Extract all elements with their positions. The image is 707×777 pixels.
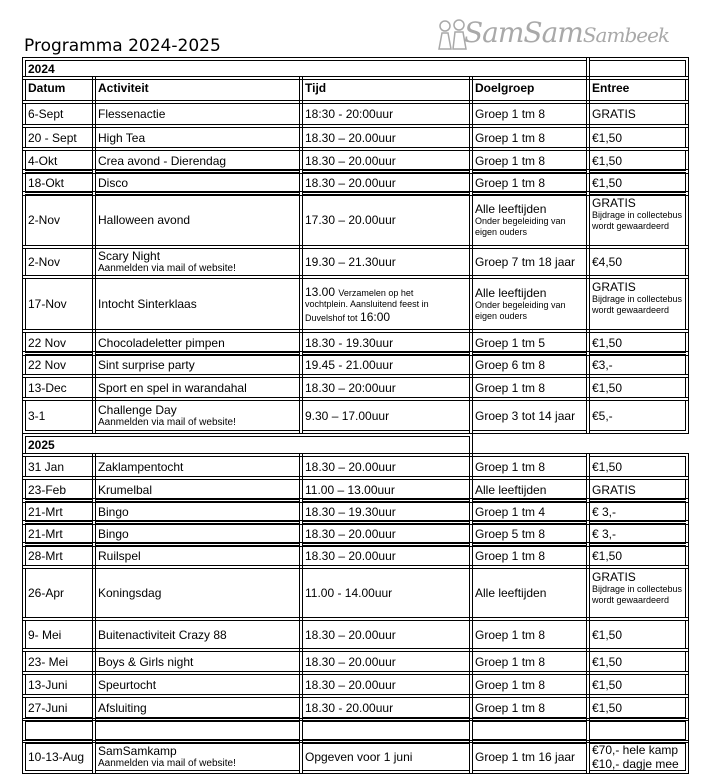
- cell-doelgroep: [472, 377, 587, 398]
- datum-text: 4-Okt: [28, 153, 58, 168]
- activiteit-text: Boys & Girls night: [98, 654, 194, 669]
- datum-text: 13-Juni: [28, 677, 68, 692]
- cell-activiteit: [95, 377, 300, 398]
- tijd-text: 18.30 – 20:00uur: [305, 380, 396, 395]
- cell-empty: [95, 721, 300, 740]
- activiteit-text: Ruilspel: [98, 548, 141, 563]
- cell-datum: [25, 278, 93, 330]
- activiteit-text: Zaklampentocht: [98, 459, 184, 474]
- entree-text: €1,50: [592, 627, 623, 642]
- cell-doelgroep: [472, 103, 587, 125]
- cell-empty: [472, 721, 587, 740]
- cell-activiteit: [95, 674, 300, 695]
- entree-text: €1,50: [592, 459, 623, 474]
- cell-doelgroep: [472, 743, 587, 771]
- activiteit-note: Aanmelden via mail of website!: [98, 758, 236, 769]
- cell-activiteit: [95, 194, 300, 246]
- tijd-text: 18:30 - 20:00uur: [305, 107, 394, 121]
- cell-activiteit: [95, 400, 300, 431]
- cell-doelgroep: [472, 248, 587, 276]
- activiteit-text: Chocoladeletter pimpen: [98, 335, 225, 350]
- cell-tijd: [302, 697, 470, 718]
- cell-datum: [25, 568, 93, 618]
- cell-doelgroep: [472, 674, 587, 695]
- header-entree: Entree: [589, 79, 686, 101]
- cell-entree: [589, 456, 686, 477]
- datum-text: 23-Feb: [28, 482, 67, 497]
- entree-text: €1,50: [592, 175, 623, 190]
- activiteit-text: Crea avond - Dierendag: [98, 153, 227, 168]
- tijd-text: 18.30 – 20.00uur: [305, 459, 396, 474]
- activiteit-text: SamSamkamp: [98, 744, 177, 758]
- datum-text: 28-Mrt: [28, 548, 63, 563]
- cell-empty: [589, 721, 686, 740]
- cell-entree: [589, 501, 686, 522]
- doelgroep-text: Groep 1 tm 8: [475, 677, 546, 692]
- datum-text: 31 Jan: [28, 459, 65, 474]
- cell-doelgroep: [472, 479, 587, 500]
- cell-tijd: [302, 651, 470, 672]
- doelgroep-text: Groep 1 tm 8: [475, 459, 546, 474]
- cell-doelgroep: [472, 332, 587, 353]
- cell-datum: [25, 697, 93, 718]
- cell-datum: [25, 103, 93, 125]
- entree-note: Bijdrage in collectebus wordt gewaardeerd: [592, 210, 683, 231]
- entree-note: Bijdrage in collectebus wordt gewaardeerd: [592, 294, 683, 315]
- tijd-text: 17.30 – 20.00uur: [305, 213, 396, 227]
- tijd-text: 18.30 – 20.00uur: [305, 677, 396, 692]
- entree-text: €70,- hele kamp: [592, 743, 679, 757]
- entree-text: GRATIS: [592, 107, 636, 121]
- entree-text: GRATIS: [592, 570, 636, 584]
- cell-activiteit: [95, 620, 300, 649]
- doelgroep-text: Groep 1 tm 16 jaar: [475, 750, 576, 764]
- datum-text: 20 - Sept: [28, 130, 77, 145]
- cell-tijd: [302, 354, 470, 375]
- cell-activiteit: [95, 545, 300, 566]
- cell-tijd: [302, 194, 470, 246]
- cell-empty: [25, 721, 93, 740]
- tijd-text: 18.30 – 20.00uur: [305, 654, 396, 669]
- activiteit-text: Afsluiting: [98, 700, 147, 715]
- doelgroep-text: Alle leeftijden: [475, 482, 547, 497]
- datum-text: 17-Nov: [28, 297, 67, 311]
- doelgroep-text: Groep 1 tm 8: [475, 700, 546, 715]
- tijd-text: 18.30 – 20.00uur: [305, 153, 396, 168]
- cell-tijd: [302, 456, 470, 477]
- cell-tijd: [302, 103, 470, 125]
- tijd-note: vochtplein. Aansluitend feest in: [305, 298, 429, 309]
- cell-entree: [589, 523, 686, 544]
- cell-tijd: [302, 620, 470, 649]
- activiteit-text: Sport en spel in warandahal: [98, 380, 247, 395]
- activiteit-text: Buitenactiviteit Crazy 88: [98, 627, 227, 642]
- samsam-logo: [436, 14, 670, 54]
- cell-datum: [25, 743, 93, 771]
- activiteit-text: Koningsdag: [98, 586, 162, 600]
- cell-tijd: [302, 127, 470, 148]
- entree-text: GRATIS: [592, 196, 636, 210]
- doelgroep-text: Alle leeftijden: [475, 586, 547, 600]
- entree-text: GRATIS: [592, 280, 636, 294]
- cell-datum: [25, 400, 93, 431]
- doelgroep-text: Groep 1 tm 8: [475, 130, 546, 145]
- activiteit-text: Krumelbal: [98, 482, 153, 497]
- doelgroep-text: Groep 1 tm 8: [475, 627, 546, 642]
- cell-entree: [589, 377, 686, 398]
- entree-text: €1,50: [592, 335, 623, 350]
- cell-entree: [589, 568, 686, 618]
- doelgroep-text: Groep 1 tm 8: [475, 153, 546, 168]
- cell-doelgroep: [472, 400, 587, 431]
- activiteit-text: Bingo: [98, 504, 129, 519]
- tijd-text: 19.30 – 21.30uur: [305, 255, 396, 269]
- cell-datum: [25, 194, 93, 246]
- cell-activiteit: [95, 103, 300, 125]
- cell-doelgroep: [472, 456, 587, 477]
- cell-tijd: [302, 172, 470, 193]
- tijd-text: 18.30 – 20.00uur: [305, 130, 396, 145]
- cell-entree: [589, 332, 686, 353]
- tijd-text: 11.00 - 14.00uur: [305, 586, 393, 600]
- activiteit-text: Flessenactie: [98, 107, 166, 121]
- tijd-text: 13.00: [305, 284, 339, 299]
- cell-entree: [589, 278, 686, 330]
- cell-datum: [25, 674, 93, 695]
- header-doelgroep: Doelgroep: [472, 79, 587, 101]
- activiteit-text: Bingo: [98, 526, 129, 541]
- tijd-text: 18.30 – 20.00uur: [305, 548, 396, 563]
- tijd-note: Verzamelen op het: [338, 287, 414, 298]
- doelgroep-text: Groep 3 tot 14 jaar: [475, 408, 576, 423]
- datum-text: 2-Nov: [28, 255, 61, 269]
- cell-tijd: [302, 674, 470, 695]
- cell-datum: [25, 248, 93, 276]
- page-title: Programma 2024-2025: [24, 36, 221, 56]
- doelgroep-note: Onder begeleiding van eigen ouders: [475, 216, 566, 237]
- cell-activiteit: [95, 523, 300, 544]
- cell-entree: [589, 479, 686, 500]
- tijd-text: Opgeven voor 1 juni: [305, 750, 413, 764]
- section-2025: 2025: [25, 436, 470, 454]
- tijd-text: 18.30 – 20.00uur: [305, 175, 396, 190]
- doelgroep-text: Groep 7 tm 18 jaar: [475, 255, 576, 269]
- tijd-text: 18.30 – 20.00uur: [305, 627, 396, 642]
- doelgroep-text: Groep 1 tm 8: [475, 548, 546, 563]
- activiteit-text: High Tea: [98, 130, 146, 145]
- cell-datum: [25, 150, 93, 171]
- cell-doelgroep: [472, 545, 587, 566]
- activiteit-text: Intocht Sinterklaas: [98, 297, 197, 311]
- tijd-text: 16:00: [360, 309, 391, 324]
- logo-text: SamSamSambeek: [464, 16, 670, 49]
- header-datum: Datum: [25, 79, 93, 101]
- doelgroep-text: Groep 1 tm 8: [475, 107, 546, 121]
- activiteit-text: Sint surprise party: [98, 357, 195, 372]
- cell-datum: [25, 172, 93, 193]
- cell-activiteit: [95, 127, 300, 148]
- entree-text: €1,50: [592, 380, 623, 395]
- doelgroep-text: Groep 1 tm 5: [475, 335, 546, 350]
- doelgroep-text: Alle leeftijden: [475, 286, 547, 300]
- datum-text: 3-1: [28, 408, 46, 423]
- cell-doelgroep: [472, 150, 587, 171]
- doelgroep-text: Groep 6 tm 8: [475, 357, 546, 372]
- cell-datum: [25, 127, 93, 148]
- datum-text: 23- Mei: [28, 654, 69, 669]
- datum-text: 10-13-Aug: [28, 750, 85, 764]
- datum-text: 21-Mrt: [28, 526, 63, 541]
- cell-tijd: [302, 743, 470, 771]
- cell-empty: [302, 721, 470, 740]
- entree-text: €10,- dagje mee: [592, 757, 679, 771]
- cell-activiteit: [95, 456, 300, 477]
- tijd-text: 18.30 – 19.30uur: [305, 504, 396, 519]
- datum-text: 22 Nov: [28, 335, 67, 350]
- cell-entree: [589, 400, 686, 431]
- entree-text: € 3,-: [592, 526, 617, 541]
- tijd-text: 9.30 – 17.00uur: [305, 408, 390, 423]
- doelgroep-text: Groep 1 tm 4: [475, 504, 546, 519]
- cell-activiteit: [95, 743, 300, 771]
- datum-text: 9- Mei: [28, 627, 62, 642]
- activiteit-text: Challenge Day: [98, 402, 177, 417]
- cell-activiteit: [95, 568, 300, 618]
- tijd-text: 18.30 - 20.00uur: [305, 700, 394, 715]
- tijd-line: [305, 285, 467, 299]
- cell-tijd: [302, 501, 470, 522]
- tijd-text: 19.45 - 21.00uur: [305, 357, 394, 372]
- tijd-note: Duvelshof tot: [305, 312, 361, 323]
- datum-text: 2-Nov: [28, 213, 61, 227]
- cell-activiteit: [95, 501, 300, 522]
- cell-datum: [25, 545, 93, 566]
- entree-note: Bijdrage in collectebus wordt gewaardeerd: [592, 584, 683, 605]
- cell-datum: [25, 651, 93, 672]
- cell-datum: [25, 354, 93, 375]
- entree-text: € 3,-: [592, 504, 617, 519]
- entree-text: €1,50: [592, 677, 623, 692]
- cell-doelgroep: [472, 620, 587, 649]
- doelgroep-text: Alle leeftijden: [475, 202, 547, 216]
- cell-entree: [589, 743, 686, 771]
- cell-datum: [25, 377, 93, 398]
- tijd-text: 18.30 - 19.30uur: [305, 335, 394, 350]
- cell-activiteit: [95, 697, 300, 718]
- cell-doelgroep: [472, 194, 587, 246]
- entree-text: €5,-: [592, 408, 613, 423]
- cell-entree: [589, 248, 686, 276]
- datum-text: 26-Apr: [28, 586, 65, 600]
- tijd-text: 18.30 – 20.00uur: [305, 526, 396, 541]
- cell-entree: [589, 194, 686, 246]
- entree-text: €4,50: [592, 255, 623, 269]
- cell-activiteit: [95, 332, 300, 353]
- cell-entree: [589, 697, 686, 718]
- cell-activiteit: [95, 651, 300, 672]
- datum-text: 22 Nov: [28, 357, 67, 372]
- entree-text: €3,-: [592, 357, 613, 372]
- tijd-text: 11.00 – 13.00uur: [305, 482, 395, 497]
- cell-entree: [589, 150, 686, 171]
- cell-entree: [589, 651, 686, 672]
- header-activiteit: Activiteit: [95, 79, 300, 101]
- cell-doelgroep: [472, 172, 587, 193]
- cell-entree: [589, 127, 686, 148]
- cell-entree: [589, 354, 686, 375]
- cell-tijd: [302, 278, 470, 330]
- cell-entree: [589, 545, 686, 566]
- cell-tijd: [302, 479, 470, 500]
- doelgroep-text: Groep 1 tm 8: [475, 380, 546, 395]
- cell-tijd: [302, 150, 470, 171]
- cell-tijd: [302, 568, 470, 618]
- cell-activiteit: [95, 248, 300, 276]
- cell-doelgroep: [472, 278, 587, 330]
- cell-activiteit: [95, 354, 300, 375]
- doelgroep-text: Groep 1 tm 8: [475, 654, 546, 669]
- cell-datum: [25, 456, 93, 477]
- doelgroep-note: Onder begeleiding van eigen ouders: [475, 300, 566, 321]
- cell-activiteit: [95, 479, 300, 500]
- cell-tijd: [302, 545, 470, 566]
- cell-datum: [25, 620, 93, 649]
- entree-text: €1,50: [592, 153, 623, 168]
- datum-text: 13-Dec: [28, 380, 67, 395]
- cell-activiteit: [95, 278, 300, 330]
- tijd-line: [305, 310, 467, 324]
- cell-entree: [589, 172, 686, 193]
- activiteit-text: Disco: [98, 175, 129, 190]
- cell-entree: [589, 620, 686, 649]
- entree-text: €1,50: [592, 548, 623, 563]
- cell-entree: [589, 103, 686, 125]
- header-tijd: Tijd: [302, 79, 470, 101]
- activiteit-note: Aanmelden via mail of website!: [98, 416, 236, 428]
- cell-doelgroep: [472, 127, 587, 148]
- cell-doelgroep: [472, 651, 587, 672]
- activiteit-note: Aanmelden via mail of website!: [98, 263, 236, 274]
- cell-doelgroep: [472, 523, 587, 544]
- cell-tijd: [302, 377, 470, 398]
- cell-tijd: [302, 332, 470, 353]
- entree-text: GRATIS: [592, 482, 636, 497]
- entree-text: €1,50: [592, 700, 623, 715]
- cell-tijd: [302, 248, 470, 276]
- entree-text: €1,50: [592, 654, 623, 669]
- datum-text: 27-Juni: [28, 700, 68, 715]
- doelgroep-text: Groep 5 tm 8: [475, 526, 546, 541]
- datum-text: 18-Okt: [28, 175, 65, 190]
- doelgroep-text: Groep 1 tm 8: [475, 175, 546, 190]
- datum-text: 21-Mrt: [28, 504, 63, 519]
- cell-doelgroep: [472, 697, 587, 718]
- activiteit-text: Speurtocht: [98, 677, 157, 692]
- datum-text: 6-Sept: [28, 107, 64, 121]
- cell-doelgroep: [472, 501, 587, 522]
- cell-datum: [25, 332, 93, 353]
- activiteit-text: Scary Night: [98, 249, 161, 263]
- cell-tijd: [302, 523, 470, 544]
- section-2024-filler: [589, 60, 686, 77]
- cell-datum: [25, 479, 93, 500]
- cell-datum: [25, 501, 93, 522]
- activiteit-text: Halloween avond: [98, 213, 191, 227]
- entree-text: €1,50: [592, 130, 623, 145]
- cell-activiteit: [95, 172, 300, 193]
- cell-tijd: [302, 400, 470, 431]
- cell-entree: [589, 674, 686, 695]
- cell-doelgroep: [472, 354, 587, 375]
- section-2024: 2024: [25, 60, 587, 77]
- cell-datum: [25, 523, 93, 544]
- cell-doelgroep: [472, 568, 587, 618]
- cell-activiteit: [95, 150, 300, 171]
